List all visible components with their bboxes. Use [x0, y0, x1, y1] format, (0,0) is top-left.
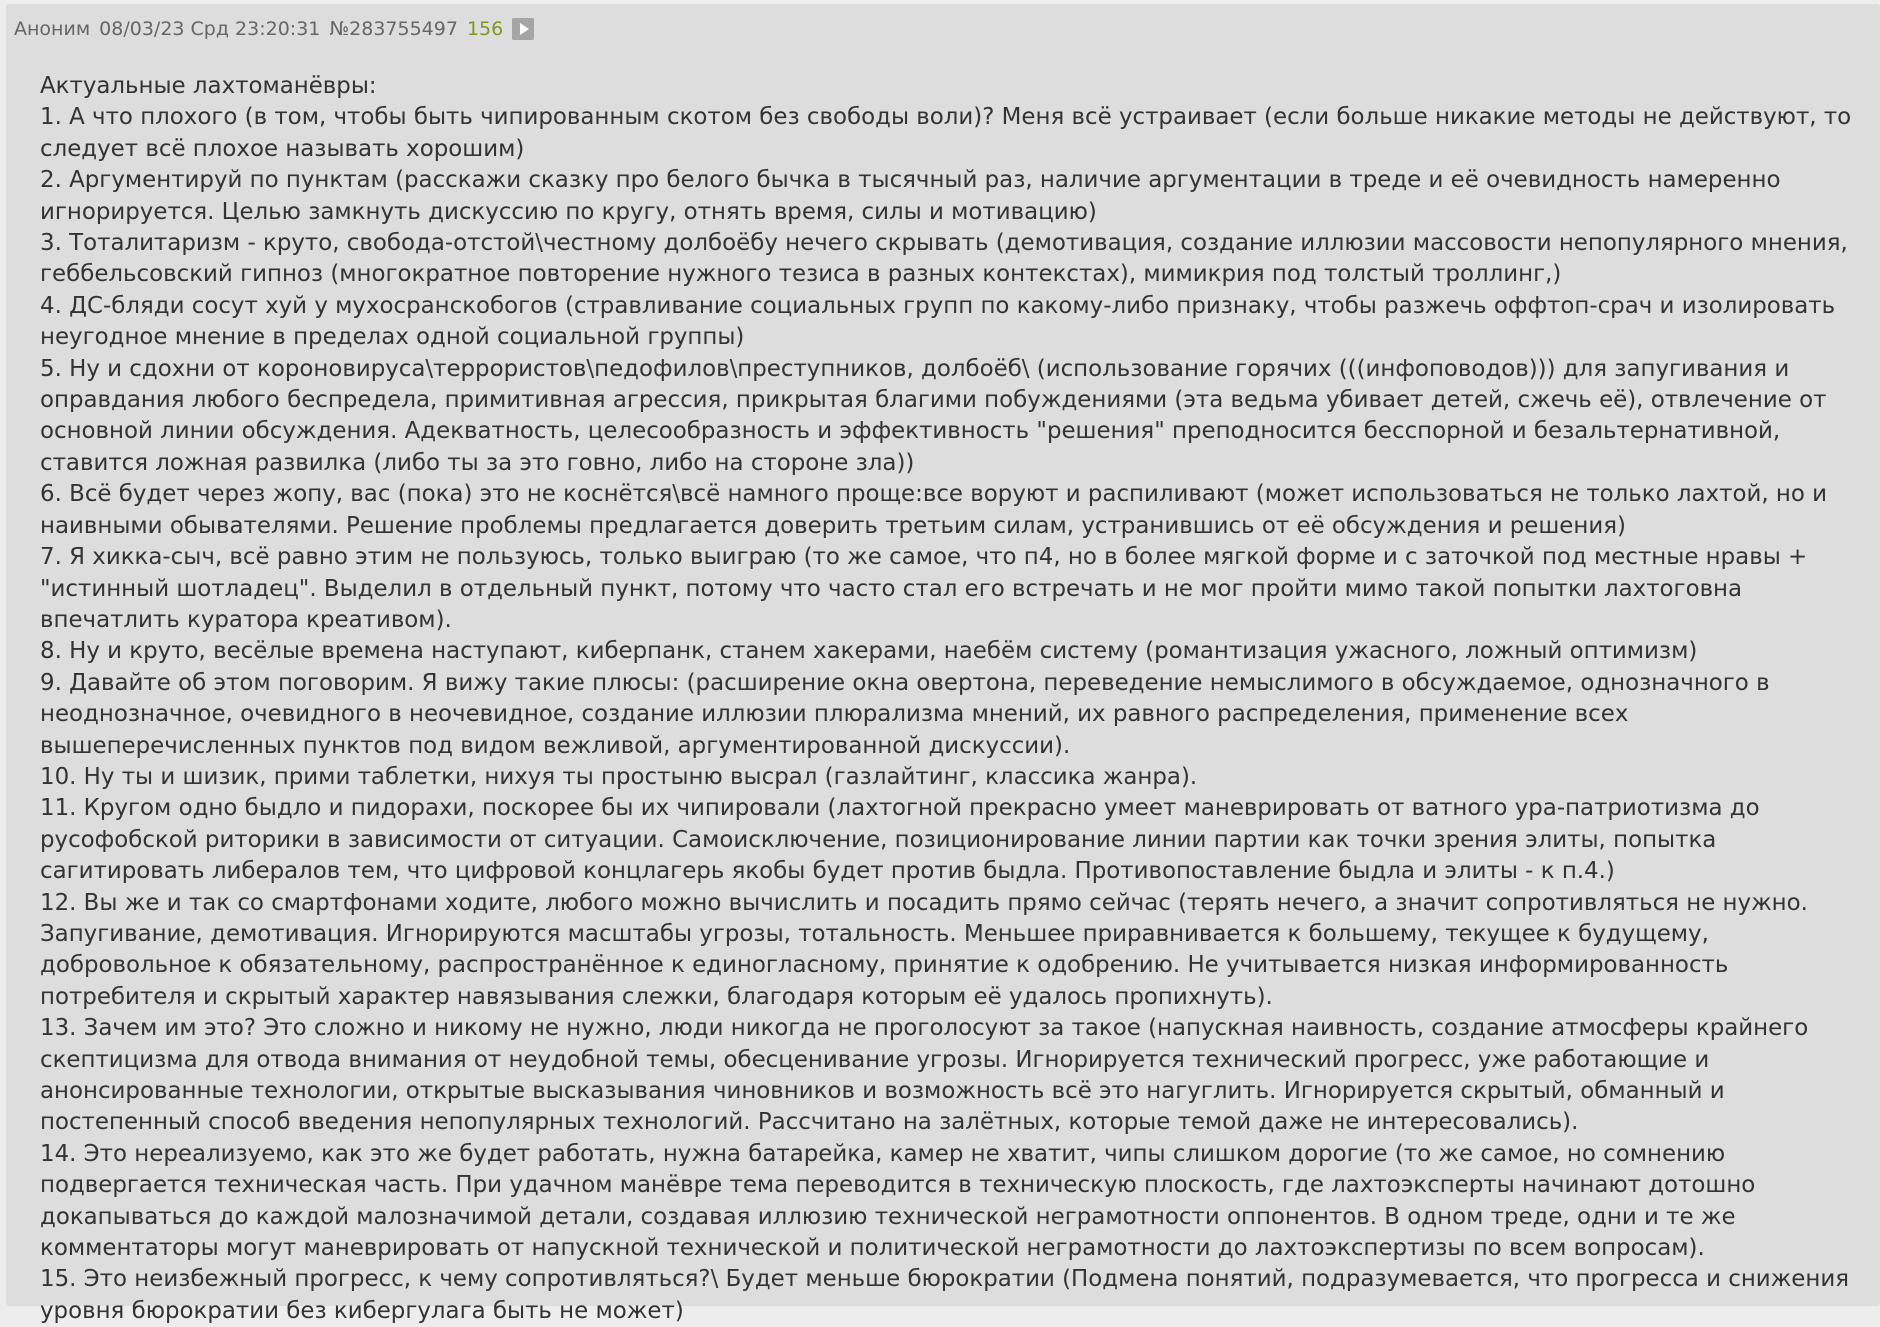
post-line: 6. Всё будет через жопу, вас (пока) это не коснётся\всё намного проще:все воруют и распиливают (может использоваться не только лахтой, но и наивными обывателями. Решение проблемы предлагается доверить третьим силам, устранившись от её обсуждения и решения) — [40, 481, 1828, 539]
post-line: 4. ДС-бляди сосут хуй у мухосранскобогов (стравливание социальных групп по какому-либо признаку, чтобы разжечь оффтоп-срач и изолировать неугодное мнение в пределах одной социальной группы) — [40, 292, 1836, 351]
post-line: 5. Ну и сдохни от короновируса\террористов\педофилов\преступников, долбоёб\ (использование горячих (((инфоповодов))) для запугивания и оправдания любого беспредела, примитивная агрессия, прикрытая благими побуждениями (эта ведьма убивает детей, сжечь её), отвлечение от основной линии обсуждения. Адекватность, целесообразность и эффективность "решения" преподносится бесспорной и безальтернативной, ставится ложная развилка (либо ты за это говно, либо на стороне зла)) — [40, 355, 1827, 476]
post-line: 15. Это неизбежный прогресс, к чему сопротивляться?\ Будет меньше бюрократии (Подмена понятий, подразумевается, что прогресса и снижения уровня бюрократии без кибергулага быть не может) — [40, 1266, 1849, 1324]
post-line: 11. Кругом одно быдло и пидорахи, поскорее бы их чипировали (лахтогной прекрасно умеет маневрировать от ватного ура-патриотизма до русофобской риторики в зависимости от ситуации. Самоисключение, позиционирование линии партии как точки зрения элиты, попытка сагитировать либералов тем, что цифровой концлагерь якобы будет против быдла. Противопоставление быдла и элиты - к п.4.) — [40, 795, 1760, 885]
post-header — [14, 16, 543, 42]
post-line: 8. Ну и круто, весёлые времена наступают, киберпанк, станем хакерами, наебём систему (романтизация ужасного, ложный оптимизм) — [40, 638, 1698, 665]
post-line: 12. Вы же и так со смартфонами ходите, любого можно вычислить и посадить прямо сейчас (терять нечего, а значит сопротивляться не нужно. Запугивание, демотивация. Игнорируются масштабы угрозы, тотальность. Меньшее приравнивается к большему, текущее к будущему, добровольное к обязательному, распространённое к единогласному, принятие к одобрению. Не учитывается низкая информированность потребителя и скрытый характер навязывания слежки, благодаря которым её удалось пропихнуть). — [40, 889, 1808, 1010]
post-datetime: 08/03/23 Срд 23:20:31 — [99, 18, 321, 40]
post-line: 3. Тоталитаризм - круто, свобода-отстой\честному долбоёбу нечего скрывать (демотивация, создание иллюзии массовости непопулярного мнения, геббельсовский гипноз (многократное повторение нужного тезиса в разных контекстах), мимикрия под толстый троллинг,) — [40, 230, 1848, 288]
post-number[interactable]: №283755497 — [329, 18, 458, 40]
post-line: Актуальные лахтоманёвры: — [40, 73, 377, 99]
post-line: 1. А что плохого (в том, чтобы быть чипированным скотом без свободы воли)? Меня всё устраивает (если больше никакие методы не действуют, то следует всё плохое называть хорошим) — [40, 104, 1852, 162]
post-line: 13. Зачем им это? Это сложно и никому не нужно, люди никогда не проголосуют за такое (напускная наивность, создание атмосферы крайнего скептицизма для отвода внимания от неудобной темы, обесценивание угрозы. Игнорируется технический прогресс, уже работающие и анонсированные технологии, открытые высказывания чиновников и возможность всё это нагуглить. Игнорируется скрытый, обманный и постепенный способ введения непопулярных технологий. Рассчитано на залётных, которые темой даже не интересовались). — [40, 1015, 1809, 1136]
post-author: Аноним — [14, 18, 91, 40]
post-line: 14. Это нереализуемо, как это же будет работать, нужна батарейка, камер не хватит, чипы слишком дорогие (то же самое, но сомнению подвергается техническая часть. При удачном манёвре тема переводится в техническую плоскость, где лахтоэксперты начинают дотошно докапываться до каждой малозначимой детали, создавая иллюзию технической неграмотности оппонентов. В одном треде, одни и те же комментаторы могут маневрировать от напускной технической и политической неграмотности до лахтоэкспертизы по всем вопросам). — [40, 1140, 1756, 1262]
play-arrow-icon[interactable] — [512, 18, 534, 40]
post-container — [6, 4, 1880, 1324]
post-line: 2. Аргументируй по пунктам (расскажи сказку про белого бычка в тысячный раз, наличие аргументации в треде и её очевидность намеренно игнорируется. Целью замкнуть дискуссию по кругу, отнять время, силы и мотивацию) — [40, 167, 1781, 225]
post-reply-count[interactable]: 156 — [466, 18, 504, 40]
post-body — [40, 71, 1878, 1327]
post-line: 10. Ну ты и шизик, прими таблетки, нихуя ты простыню высрал (газлайтинг, классика жанра). — [40, 763, 1198, 790]
post-line: 7. Я хикка-сыч, всё равно этим не пользуюсь, только выиграю (то же самое, что п4, но в более мягкой форме и с заточкой под местные нравы + "истинный шотладец". Выделил в отдельный пункт, потому что часто стал его встречать и не мог пройти мимо такой попытки лахтоговна впечатлить куратора креативом). — [40, 544, 1808, 633]
post-line: 9. Давайте об этом поговорим. Я вижу такие плюсы: (расширение окна овертона, переведение немыслимого в обсуждаемое, однозначного в неоднозначное, очевидного в неочевидное, создание иллюзии плюрализма мнений, их равного распределения, применение всех вышеперечисленных пунктов под видом вежливой, аргументированной дискуссии). — [40, 669, 1770, 759]
